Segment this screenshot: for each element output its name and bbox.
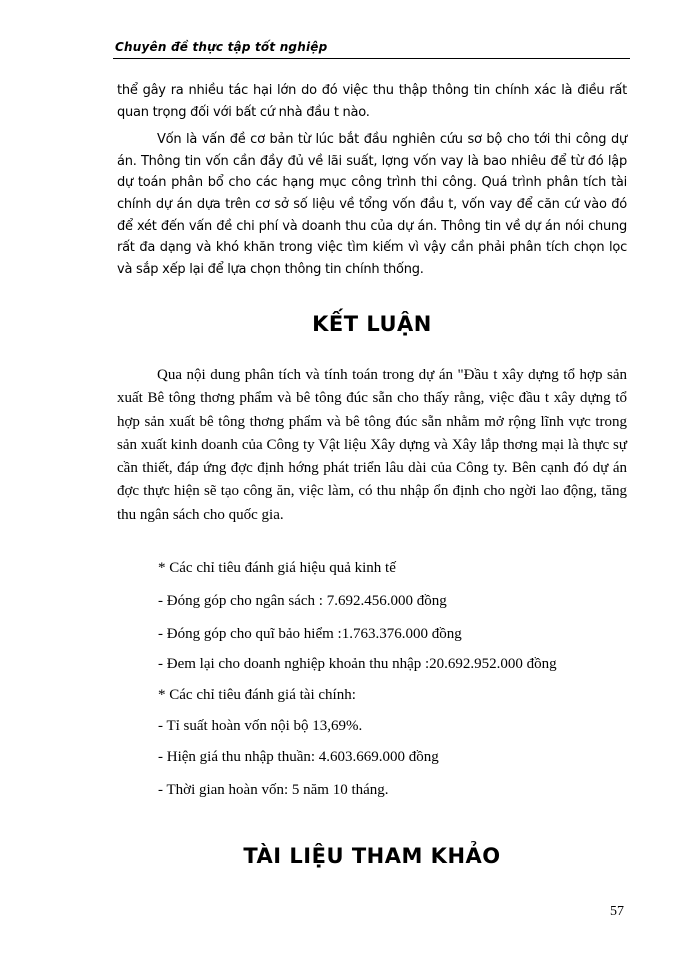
paragraph-continuation: thể gây ra nhiều tác hại lớn do đó việc thu thập thông tin chính xác là điều rất quan trọng đối với bất cứ nhà đầu t nào. <box>117 83 627 120</box>
page-header <box>113 38 630 59</box>
list-financial-title: * Các chỉ tiêu đánh giá tài chính: <box>158 687 356 703</box>
header-title: Chuyên đề thực tập tốt nghiệp <box>115 40 328 54</box>
intro-section <box>117 80 627 280</box>
list-item-income: - Đem lại cho doanh nghiệp khoản thu nhập :20.692.952.000 đồng <box>158 656 557 672</box>
list-item-insurance: - Đóng góp cho quĩ bảo hiểm :1.763.376.000 đồng <box>158 626 462 642</box>
paragraph-capital: Vốn là vấn đề cơ bản từ lúc bắt đầu nghiên cứu sơ bộ cho tới thi công dự án. Thông tin vốn cần đầy đủ về lãi suất, lợng vốn vay là bao nhiêu để từ đó lập dự toán phân bổ cho các hạng mục công trình thi công. Quá trình phân tích tài chính dự án dựa trên cơ sở số liệu về tổng vốn đầu t, vốn vay để căn cứ vào đó để xét đến vấn đề chi phí và doanh thu của dự án. Thông tin về dự án nói chung rất đa dạng và khó khăn trong việc tìm kiếm vì vậy cần phải phân tích chọn lọc và sắp xếp lại để lựa chọn thông tin chính thống. <box>117 132 627 277</box>
conclusion-section <box>117 364 627 527</box>
list-economic-title: * Các chỉ tiêu đánh giá hiệu quả kinh tế <box>158 560 396 576</box>
paragraph-conclusion: Qua nội dung phân tích và tính toán trong dự án "Đầu t xây dựng tổ hợp sản xuất Bê tông thơng phẩm và bê tông đúc sẵn cho thấy rằng, việc đầu t xây dựng tổ hợp sản xuất bê tông thơng phẩm và bê tông đúc sẵn nhằm mở rộng lĩnh vực trong sản xuất kinh doanh của Công ty Vật liệu Xây dựng và Xây lắp thơng mại là thực sự cần thiết, đáp ứng đợc định hớng phát triển lâu dài của Công ty. Bên cạnh đó dự án đợc thực hiện sẽ tạo công ăn, việc làm, có thu nhập ổn định cho ngời lao động, tăng thu ngân sách cho quốc gia. <box>117 367 627 523</box>
list-item-budget: - Đóng góp cho ngân sách : 7.692.456.000 đồng <box>158 593 447 609</box>
page-number: 57 <box>610 904 624 919</box>
heading-references: TÀI LIỆU THAM KHẢO <box>243 844 501 868</box>
list-item-irr: - Tỉ suất hoàn vốn nội bộ 13,69%. <box>158 718 363 734</box>
list-item-npv: - Hiện giá thu nhập thuần: 4.603.669.000 đồng <box>158 749 439 765</box>
heading-conclusion: KẾT LUẬN <box>312 312 432 336</box>
list-item-payback: - Thời gian hoàn vốn: 5 năm 10 tháng. <box>158 782 389 798</box>
